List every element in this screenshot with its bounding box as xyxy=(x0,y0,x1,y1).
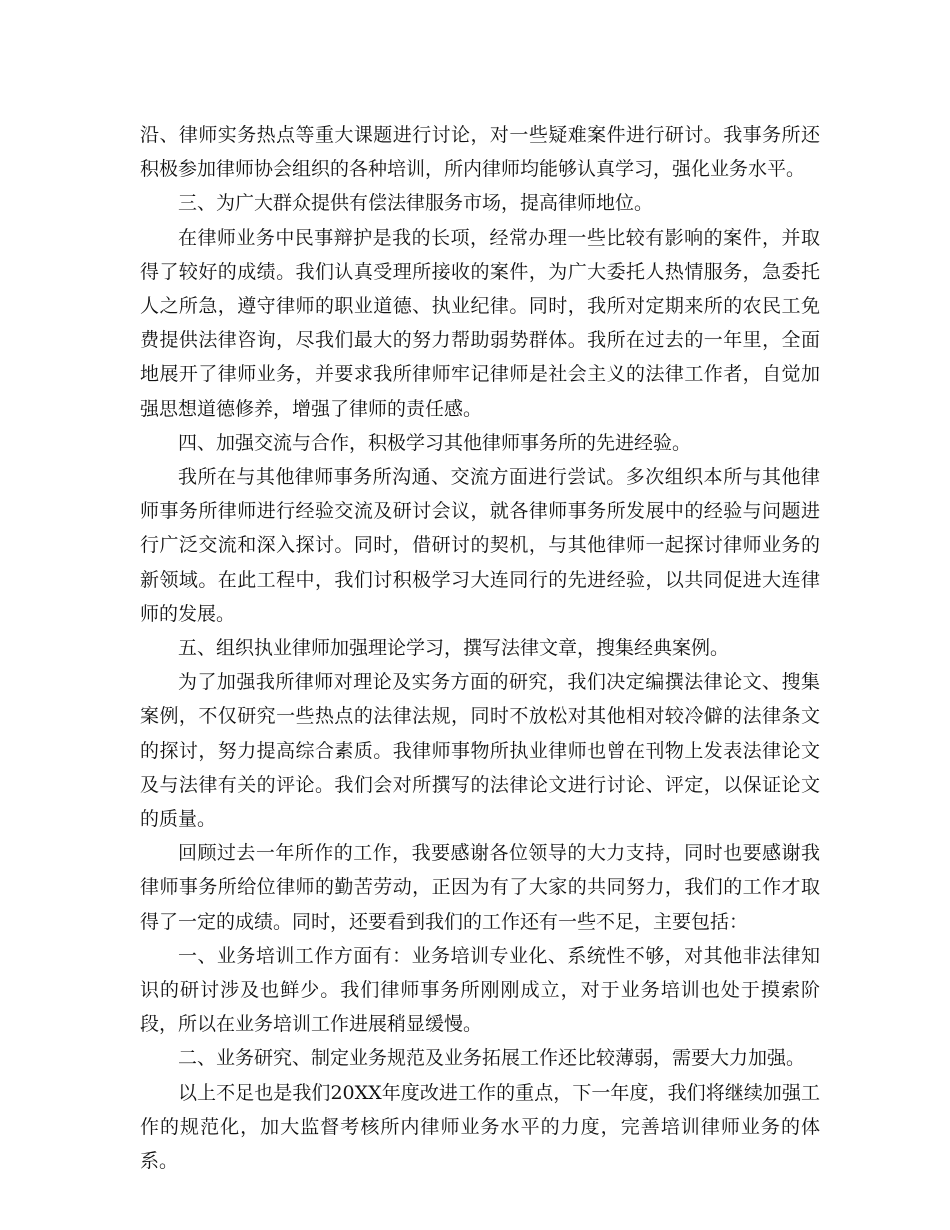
paragraph: 为了加强我所律师对理论及实务方面的研究，我们决定编撰法律论文、搜集案例，不仅研究一些热点的法律法规，同时不放松对其他相对较冷僻的法律条文的探讨，努力提高综合素质。我律师事物所执业律师也曾在刊物上发表法律论文及与法律有关的评论。我们会对所撰写的法律论文进行讨论、评定，以保证论文的质量。 xyxy=(140,671,820,831)
section-heading: 五、组织执业律师加强理论学习，撰写法律文章，搜集经典案例。 xyxy=(178,637,730,660)
list-item: 一、业务培训工作方面有：业务培训专业化、系统性不够，对其他非法律知识的研讨涉及也鲜少。我们律师事务所刚刚成立，对于业务培训也处于摸索阶段，所以在业务培训工作进展稍显缓慢。 xyxy=(140,944,820,1036)
paragraph: 回顾过去一年所作的工作，我要感谢各位领导的大力支持，同时也要感谢我律师事务所给位律师的勤苦劳动，正因为有了大家的共同努力，我们的工作才取得了一定的成绩。同时，还要看到我们的工作还有一些不足，主要包括： xyxy=(140,842,820,933)
section-heading: 三、为广大群众提供有偿法律服务市场，提高律师地位。 xyxy=(178,192,654,215)
paragraph: 我所在与其他律师事务所沟通、交流方面进行尝试。多次组织本所与其他律师事务所律师进行经验交流及研讨会议，就各律师事务所发展中的经验与问题进行广泛交流和深入探讨。同时，借研讨的契机，与其他律师一起探讨律师业务的新领域。在此工程中，我们讨积极学习大连同行的先进经验，以共同促进大连律师的发展。 xyxy=(140,466,820,625)
document-body xyxy=(140,118,820,1178)
paragraph: 沿、律师实务热点等重大课题进行讨论，对一些疑难案件进行研讨。我事务所还积极参加律师协会组织的各种培训，所内律师均能够认真学习，强化业务水平。 xyxy=(140,124,820,181)
paragraph: 在律师业务中民事辩护是我的长项，经常办理一些比较有影响的案件，并取得了较好的成绩。我们认真受理所接收的案件，为广大委托人热情服务，急委托人之所急，遵守律师的职业道德、执业纪律。同时，我所对定期来所的农民工免费提供法律咨询，尽我们最大的努力帮助弱势群体。我所在过去的一年里，全面地展开了律师业务，并要求我所律师牢记律师是社会主义的法律工作者，自觉加强思想道德修养，增强了律师的责任感。 xyxy=(140,226,820,420)
paragraph: 以上不足也是我们20XX年度改进工作的重点，下一年度，我们将继续加强工作的规范化，加大监督考核所内律师业务水平的力度，完善培训律师业务的体系。 xyxy=(140,1081,820,1173)
list-item: 二、业务研究、制定业务规范及业务拓展工作还比较薄弱，需要大力加强。 xyxy=(178,1047,806,1070)
section-heading: 四、加强交流与合作，积极学习其他律师事务所的先进经验。 xyxy=(178,431,692,454)
